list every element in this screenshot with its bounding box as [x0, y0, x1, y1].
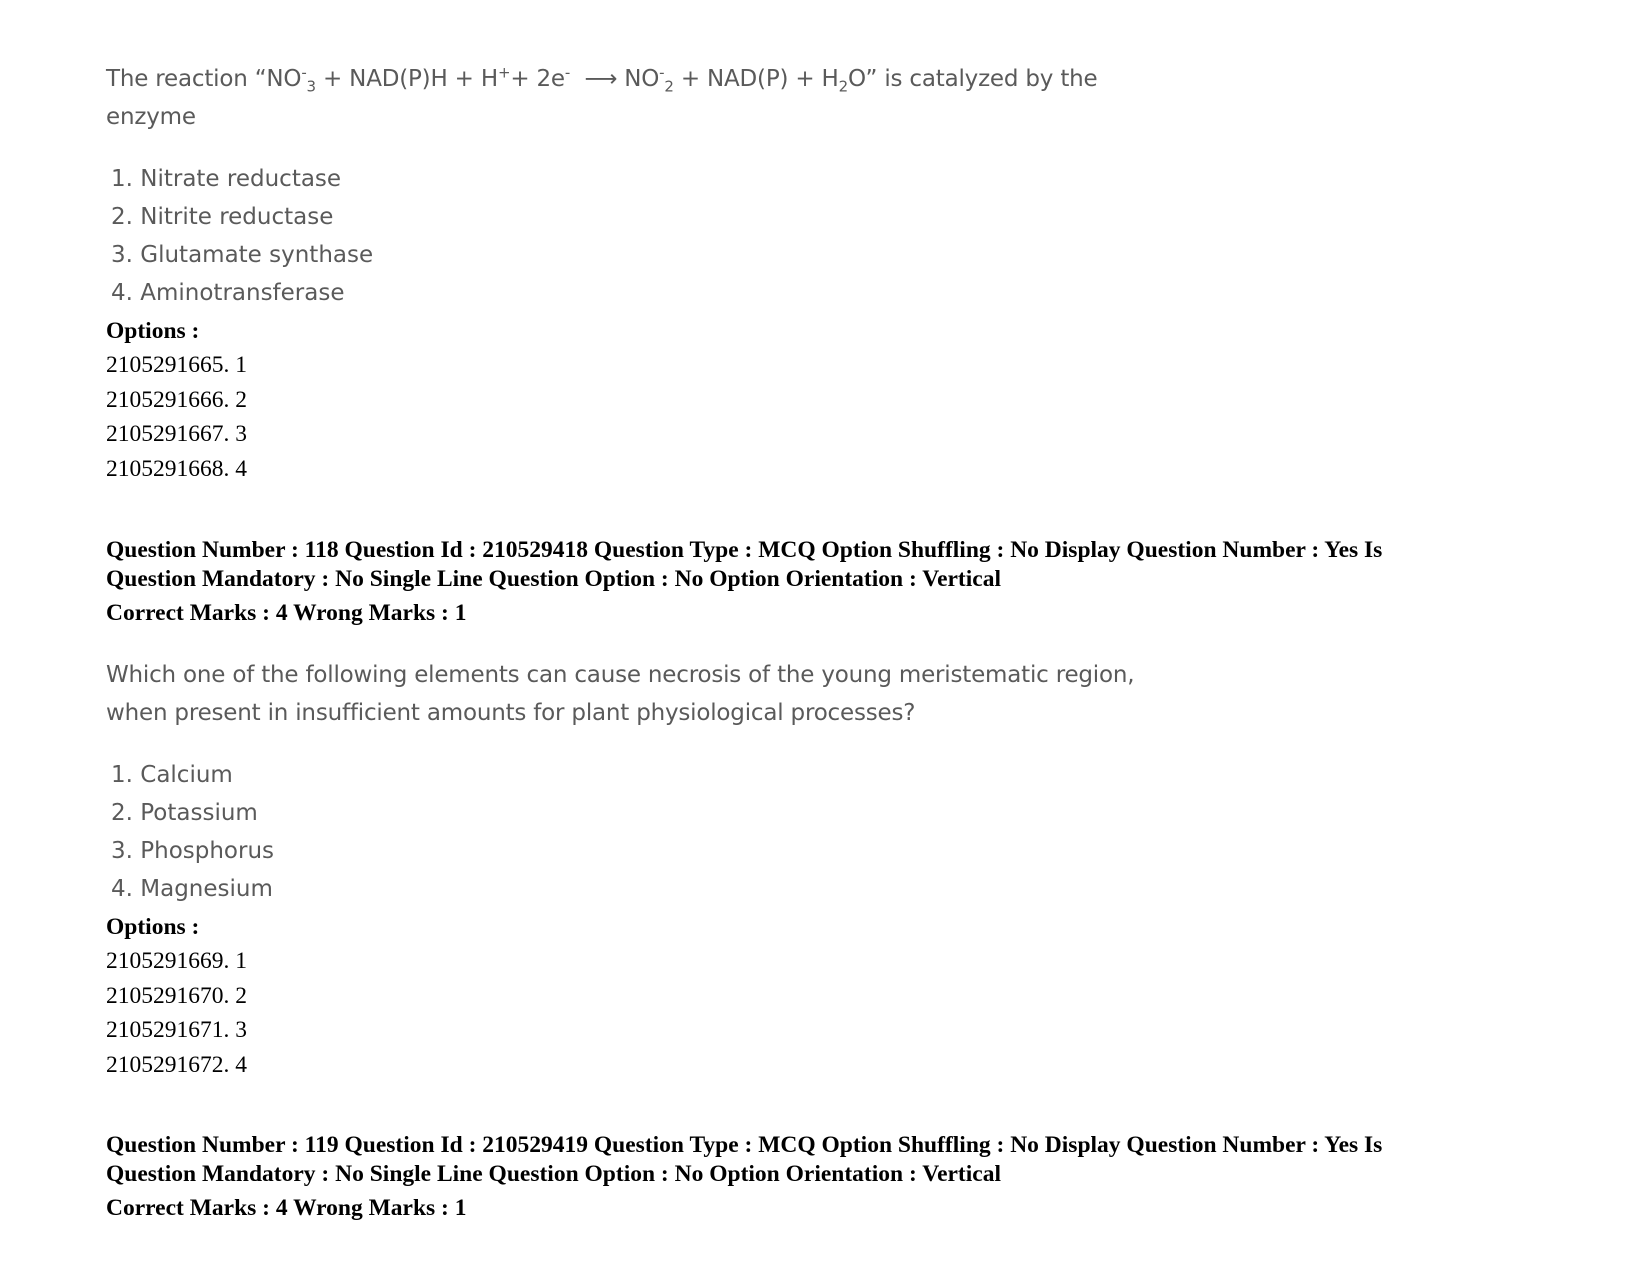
option-row: 2105291670. 2 [106, 982, 247, 1009]
question-118-stem-line-1: Which one of the following elements can cause necrosis of the young meristematic region, [106, 662, 1135, 688]
reaction-arrow-icon: ⟶ [570, 66, 625, 92]
marks-line: Correct Marks : 4 Wrong Marks : 1 [106, 600, 467, 626]
metadata-line-1: Question Number : 118 Question Id : 210529418 Question Type : MCQ Option Shuffling : No Display Question Number : Yes Is [106, 537, 1383, 563]
question-117-stem-line-1 [106, 60, 1097, 98]
option-row: 2105291669. 1 [106, 948, 247, 974]
question-117-options [106, 315, 247, 486]
choice-item: 1. Calcium [111, 762, 233, 788]
stem-text: + NAD(P)H + H [315, 66, 498, 92]
question-117-stem-line-2: enzyme [106, 104, 196, 130]
question-118-stem [106, 656, 1134, 732]
metadata-line-2: Question Mandatory : No Single Line Question Option : No Option Orientation : Vertical [106, 1161, 1001, 1187]
option-row: 2105291667. 3 [106, 421, 247, 447]
choice-item: 4. Aminotransferase [111, 280, 345, 306]
superscript: + [497, 63, 511, 82]
option-row: 2105291668. 4 [106, 455, 247, 482]
choice-item: 4. Magnesium [111, 876, 273, 902]
superscript: - [564, 63, 571, 82]
choice-item: 1. Nitrate reductase [111, 166, 342, 192]
subscript: 2 [838, 77, 848, 96]
option-row: 2105291671. 3 [106, 1017, 247, 1043]
option-row: 2105291666. 2 [106, 386, 247, 413]
choice-item: 3. Phosphorus [111, 838, 275, 864]
option-row: 2105291672. 4 [106, 1051, 247, 1078]
stem-text: + 2e [510, 66, 565, 92]
stem-text: The reaction “NO [106, 66, 302, 92]
marks-line: Correct Marks : 4 Wrong Marks : 1 [106, 1195, 467, 1221]
metadata-line-1: Question Number : 119 Question Id : 210529419 Question Type : MCQ Option Shuffling : No Display Question Number : Yes Is [106, 1132, 1383, 1158]
question-118-choices [111, 756, 274, 908]
stem-text: NO [624, 66, 660, 92]
question-117-stem [106, 60, 1097, 136]
options-label: Options : [106, 318, 200, 344]
choice-item: 2. Nitrite reductase [111, 204, 334, 230]
question-118-options [106, 911, 247, 1082]
question-119-metadata [106, 1131, 1546, 1223]
question-117-choices [111, 160, 373, 312]
question-118-stem-line-2: when present in insufficient amounts for plant physiological processes? [106, 700, 916, 726]
subscript: 3 [306, 77, 316, 96]
superscript: - [659, 63, 665, 82]
metadata-line-2: Question Mandatory : No Single Line Question Option : No Option Orientation : Vertical [106, 566, 1001, 592]
options-label: Options : [106, 914, 200, 940]
option-row: 2105291665. 1 [106, 352, 247, 378]
stem-text: O” is catalyzed by the [848, 66, 1098, 92]
stem-text: + NAD(P) + H [673, 66, 839, 92]
subscript: 2 [664, 77, 674, 96]
question-118-metadata [106, 536, 1546, 628]
choice-item: 2. Potassium [111, 800, 258, 826]
choice-item: 3. Glutamate synthase [111, 242, 374, 268]
superscript: - [301, 63, 307, 82]
